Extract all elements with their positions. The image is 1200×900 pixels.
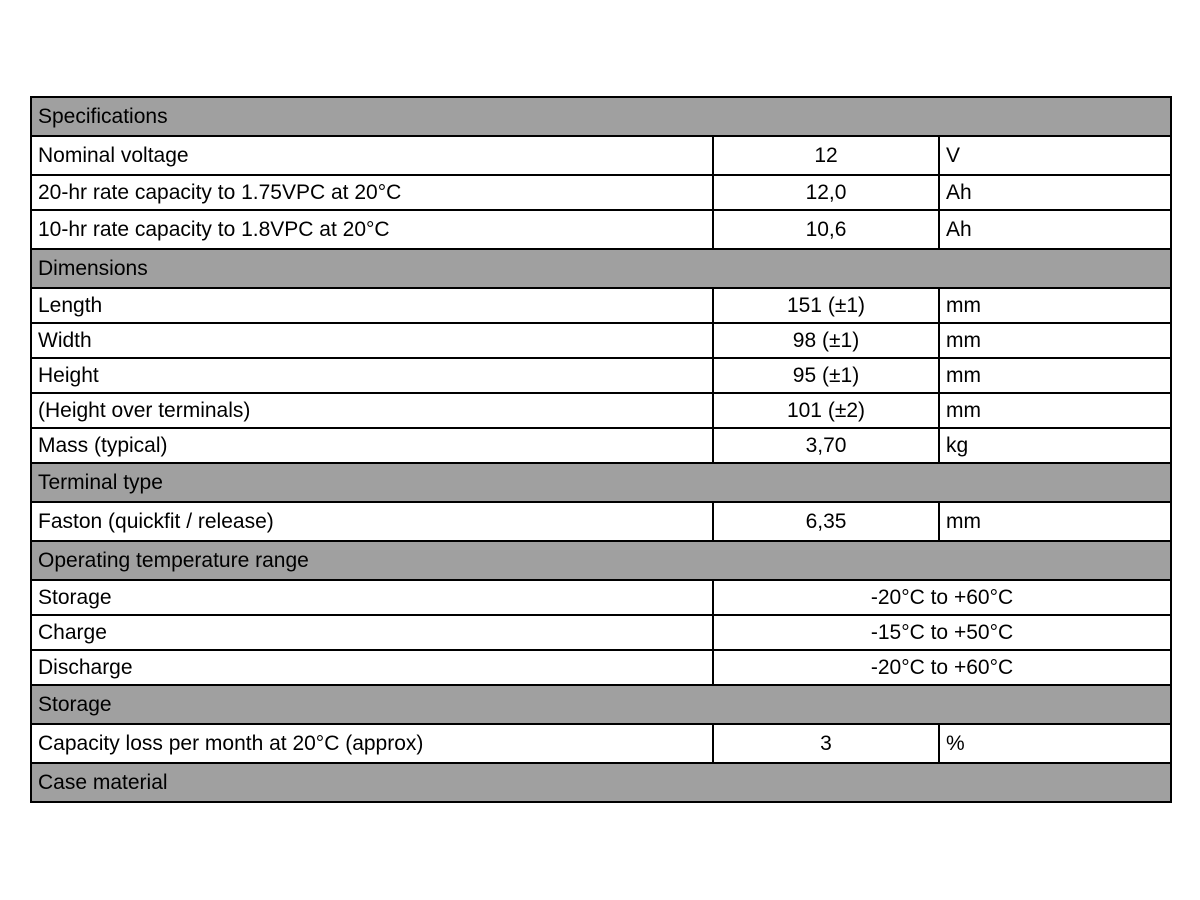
spec-label: Discharge: [31, 650, 713, 685]
section-header-row: [31, 685, 1171, 724]
section-header-row: [31, 541, 1171, 580]
spec-label: Charge: [31, 615, 713, 650]
spec-row: [31, 210, 1171, 249]
spec-row: [31, 428, 1171, 463]
section-header: Operating temperature range: [31, 541, 1171, 580]
spec-unit: mm: [939, 502, 1171, 541]
spec-label: Width: [31, 323, 713, 358]
spec-value: 12,0: [713, 175, 939, 210]
specifications-table: [30, 96, 1172, 803]
spec-value: 12: [713, 136, 939, 175]
spec-unit: mm: [939, 358, 1171, 393]
section-header-row: [31, 97, 1171, 136]
spec-unit: mm: [939, 288, 1171, 323]
spec-row: [31, 615, 1171, 650]
section-header: Specifications: [31, 97, 1171, 136]
spec-value: 3: [713, 724, 939, 763]
section-header-row: [31, 463, 1171, 502]
section-header-row: [31, 249, 1171, 288]
spec-row: [31, 502, 1171, 541]
spec-label: Height: [31, 358, 713, 393]
section-header: Dimensions: [31, 249, 1171, 288]
spec-unit: kg: [939, 428, 1171, 463]
spec-row: [31, 136, 1171, 175]
section-header: Storage: [31, 685, 1171, 724]
spec-row: [31, 288, 1171, 323]
spec-label: Nominal voltage: [31, 136, 713, 175]
spec-row: [31, 724, 1171, 763]
spec-row: [31, 650, 1171, 685]
spec-row: [31, 175, 1171, 210]
spec-row: [31, 358, 1171, 393]
spec-unit: mm: [939, 393, 1171, 428]
spec-value: 3,70: [713, 428, 939, 463]
spec-range-value: -20°C to +60°C: [713, 650, 1171, 685]
spec-label: Faston (quickfit / release): [31, 502, 713, 541]
spec-label: Length: [31, 288, 713, 323]
spec-row: [31, 393, 1171, 428]
spec-range-value: -15°C to +50°C: [713, 615, 1171, 650]
section-header: Case material: [31, 763, 1171, 802]
section-header-row: [31, 763, 1171, 802]
specifications-table-body: [31, 97, 1171, 802]
spec-label: 20-hr rate capacity to 1.75VPC at 20°C: [31, 175, 713, 210]
spec-value: 98 (±1): [713, 323, 939, 358]
spec-unit: mm: [939, 323, 1171, 358]
spec-unit: %: [939, 724, 1171, 763]
spec-unit: Ah: [939, 210, 1171, 249]
spec-label: 10-hr rate capacity to 1.8VPC at 20°C: [31, 210, 713, 249]
spec-value: 6,35: [713, 502, 939, 541]
spec-value: 95 (±1): [713, 358, 939, 393]
spec-value: 151 (±1): [713, 288, 939, 323]
spec-label: Storage: [31, 580, 713, 615]
section-header: Terminal type: [31, 463, 1171, 502]
spec-value: 101 (±2): [713, 393, 939, 428]
spec-row: [31, 580, 1171, 615]
spec-row: [31, 323, 1171, 358]
spec-unit: V: [939, 136, 1171, 175]
spec-label: Capacity loss per month at 20°C (approx): [31, 724, 713, 763]
spec-label: Mass (typical): [31, 428, 713, 463]
spec-unit: Ah: [939, 175, 1171, 210]
spec-range-value: -20°C to +60°C: [713, 580, 1171, 615]
spec-label: (Height over terminals): [31, 393, 713, 428]
spec-value: 10,6: [713, 210, 939, 249]
